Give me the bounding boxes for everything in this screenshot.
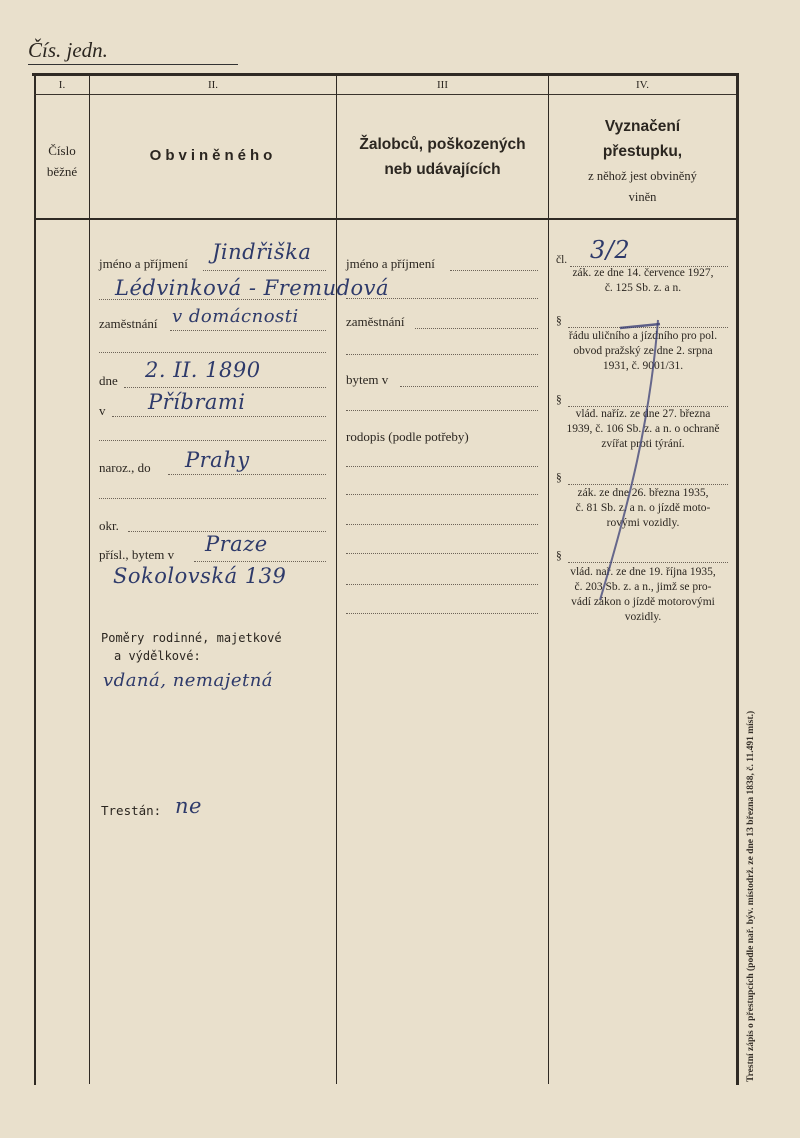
offense-law5-line1: vlád. nař. ze dne 19. října 1935, <box>570 566 716 578</box>
complainant-dots-i <box>346 613 538 614</box>
accused-born-label: naroz., do <box>99 460 151 475</box>
col-sep-3 <box>548 76 549 1084</box>
strike-stroke-path <box>600 320 658 600</box>
side-note: Trestní zápis o přestupcích (podle nař. býv. místodrž. ze dne 13 března 1838, č. 11.491 míst.) <box>746 710 756 1082</box>
offense-law4-line2: č. 81 Sb. z. a n. o jízdě moto- <box>575 502 711 514</box>
offense-cl-value: 3/2 <box>590 236 631 264</box>
col4-number: IV. <box>636 79 649 91</box>
accused-name-dots <box>203 270 326 271</box>
complainant-residence-label: bytem v <box>346 372 389 387</box>
offense-law1-line1: zák. ze dne 14. července 1927, <box>572 267 714 279</box>
complainant-name-dots <box>450 270 538 271</box>
complainant-dots-b <box>346 354 538 355</box>
offense-law5-line2: č. 203 Sb. z. a n., jimž se pro- <box>574 581 712 593</box>
offense-par-5: § <box>556 550 562 562</box>
col4-title <box>549 114 736 208</box>
col4-title-line4: viněn <box>628 190 657 204</box>
accused-punished-label: Trestán: <box>101 803 162 818</box>
table-right-border <box>736 73 739 1085</box>
offense-law5-line3: vádí zákon o jízdě motorovými <box>571 596 715 608</box>
offense-par-4: § <box>556 472 562 484</box>
accused-place-label: v <box>99 403 106 418</box>
accused-residence-label: přísl., bytem v <box>99 547 175 562</box>
header-bottom-line <box>34 218 736 220</box>
accused-name-value-1: Jindřiška <box>212 240 312 264</box>
col1-title-line1: Číslo <box>48 143 76 158</box>
accused-district-label: okr. <box>99 518 119 533</box>
offense-law2-line2: obvod pražský ze dne 2. srpna <box>573 345 713 357</box>
col-sep-1 <box>89 76 90 1084</box>
offense-law3-line3: zvířat proti týrání. <box>601 438 685 450</box>
offense-law2-line1: řádu uličního a jízdního pro pol. <box>568 330 718 342</box>
complainant-dots-e <box>346 494 538 495</box>
complainant-dots-f <box>346 524 538 525</box>
col3-title <box>337 132 548 182</box>
accused-place-value: Příbrami <box>148 390 246 414</box>
complainant-dots-a <box>346 298 538 299</box>
accused-date-value: 2. II. 1890 <box>145 358 261 382</box>
col3-title-line1: Žalobců, poškozených <box>359 136 526 153</box>
offense-law4-line3: rovými vozidly. <box>606 517 680 529</box>
col1-title <box>36 140 88 182</box>
offense-par-2: § <box>556 315 562 327</box>
colnum-row-line <box>34 94 736 95</box>
cis-jedn-line <box>28 64 238 65</box>
complainant-name-label: jméno a příjmení <box>346 256 435 271</box>
col-sep-2 <box>336 76 337 1084</box>
offense-law2-line3: 1931, č. 9001/31. <box>602 360 684 372</box>
col2-number: II. <box>207 79 219 91</box>
offense-law3-line2: 1939, č. 106 Sb. z. a n. o ochraně <box>566 423 720 435</box>
complainant-residence-dots <box>400 386 538 387</box>
offense-law5-line4: vozidly. <box>624 611 662 623</box>
col1-title-line2: běžné <box>46 164 78 179</box>
accused-family-label-2: a výdělkové: <box>114 649 201 663</box>
complainant-dots-h <box>346 584 538 585</box>
accused-name-label: jméno a příjmení <box>99 256 188 271</box>
accused-place-dots-2 <box>99 440 326 441</box>
offense-law4-line1: zák. ze dne 26. března 1935, <box>577 487 709 499</box>
strike-tick-path <box>620 324 660 328</box>
offense-law3-line1: vlád. naříz. ze dne 27. března <box>575 408 711 420</box>
col4-title-line3: z něhož jest obviněný <box>588 169 697 183</box>
col3-number: III <box>437 79 448 91</box>
accused-residence-value-2: Sokolovská 139 <box>113 564 287 588</box>
col3-title-line2: neb udávajících <box>384 161 501 178</box>
accused-punished-value: ne <box>175 794 202 818</box>
accused-occupation-label: zaměstnání <box>99 316 158 331</box>
accused-date-dots <box>124 387 326 388</box>
offense-cl-label: čl. <box>556 254 568 266</box>
accused-place-dots <box>112 416 326 417</box>
accused-residence-value-1: Praze <box>205 532 268 556</box>
table-top-border <box>32 73 738 76</box>
offense-law1-line2: č. 125 Sb. z. a n. <box>604 282 682 294</box>
col4-title-line2: přestupku, <box>602 143 683 160</box>
col4-title-line1: Vyznačení <box>604 118 681 135</box>
accused-occupation-value: v domácnosti <box>172 306 299 327</box>
complainant-occupation-label: zaměstnání <box>346 314 405 329</box>
accused-name-value-2: Lédvinková - Fremudová <box>115 276 390 300</box>
offense-law1 <box>553 266 733 296</box>
col1-number: I. <box>58 79 66 91</box>
strike-stroke <box>560 300 680 620</box>
accused-residence-dots <box>194 561 326 562</box>
accused-born-dots-2 <box>99 498 326 499</box>
cis-jedn-label: Čís. jedn. <box>28 38 108 62</box>
complainant-record-label: rodopis (podle potřeby) <box>346 429 469 444</box>
col2-title: Obviněného <box>149 147 277 164</box>
accused-occupation-dots <box>170 330 326 331</box>
offense-par-3: § <box>556 394 562 406</box>
accused-family-value: vdaná, nemajetná <box>103 670 274 691</box>
accused-born-value: Prahy <box>185 448 250 472</box>
complainant-dots-g <box>346 553 538 554</box>
accused-name-dots-2 <box>99 299 326 300</box>
accused-born-dots <box>168 474 326 475</box>
table-left-border <box>34 73 36 1085</box>
complainant-dots-d <box>346 466 538 467</box>
accused-occupation-dots-2 <box>99 352 326 353</box>
complainant-dots-c <box>346 410 538 411</box>
accused-date-label: dne <box>99 373 118 388</box>
accused-family-label-1: Poměry rodinné, majetkové <box>101 631 282 645</box>
complainant-occupation-dots <box>415 328 538 329</box>
